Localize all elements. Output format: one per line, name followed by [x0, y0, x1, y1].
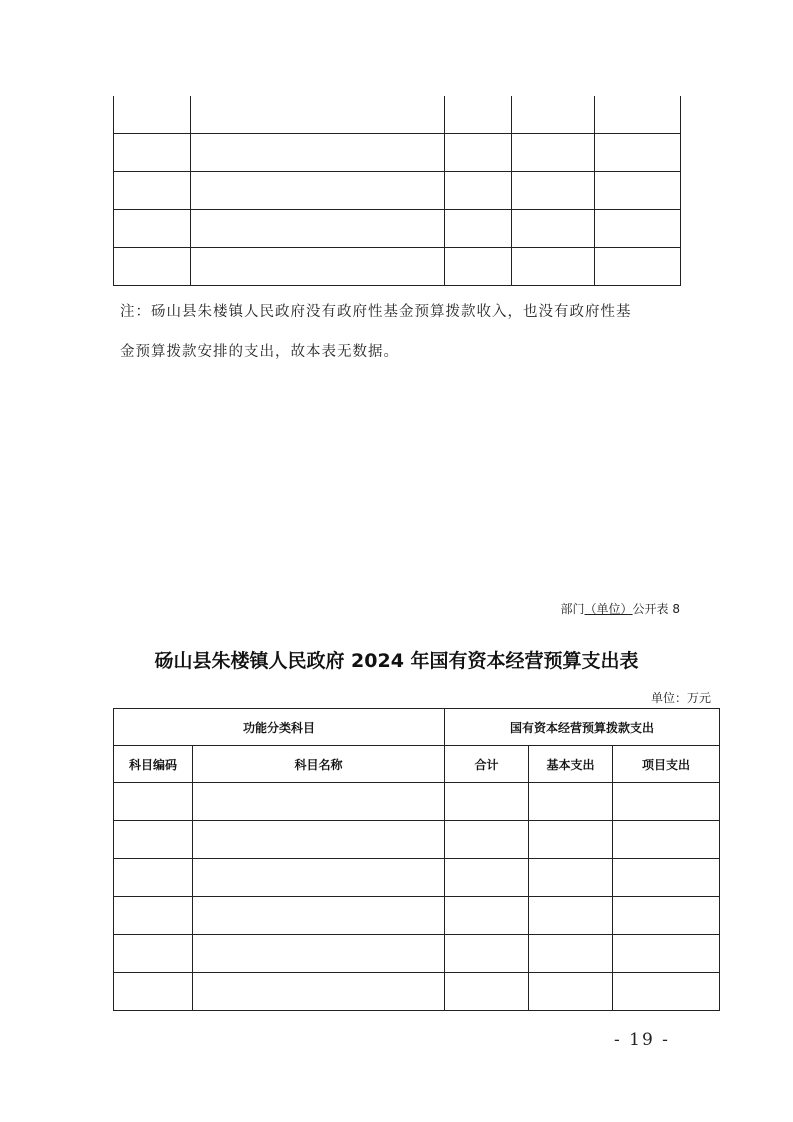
column-header-name: 科目名称	[193, 746, 445, 783]
form-number-suffix: 公开表 8	[632, 602, 680, 616]
table-row	[114, 96, 681, 134]
form-number-prefix: 部门	[560, 602, 585, 616]
note-line-2: 金预算拨款安排的支出，故本表无数据。	[120, 344, 399, 360]
column-header-basic: 基本支出	[529, 746, 613, 783]
budget-expenditure-table	[113, 708, 720, 1011]
column-header-code: 科目编码	[114, 746, 193, 783]
table-row	[114, 248, 681, 286]
group-header-functional-classification: 功能分类科目	[114, 709, 445, 746]
column-header-total: 合计	[445, 746, 529, 783]
previous-table-continuation	[113, 96, 681, 286]
form-number	[561, 600, 680, 617]
unit-label: 单位：万元	[650, 691, 711, 705]
table-row	[114, 973, 720, 1011]
table-row	[114, 210, 681, 248]
table-row	[114, 897, 720, 935]
column-header-project: 项目支出	[613, 746, 720, 783]
page-number: - 19 -	[614, 1030, 670, 1050]
table-column-header-row	[114, 746, 720, 783]
note-line-1: 注：砀山县朱楼镇人民政府没有政府性基金预算拨款收入，也没有政府性基	[120, 304, 632, 320]
table-group-header-row	[114, 709, 720, 746]
group-header-state-capital-expenditure: 国有资本经营预算拨款支出	[445, 709, 720, 746]
table-row	[114, 821, 720, 859]
table-row	[114, 134, 681, 172]
form-number-unit: （单位）	[584, 602, 633, 616]
table-row	[114, 172, 681, 210]
table-row	[114, 935, 720, 973]
table-row	[114, 859, 720, 897]
table-row	[114, 783, 720, 821]
page-title: 砀山县朱楼镇人民政府 2024 年国有资本经营预算支出表	[154, 650, 639, 672]
